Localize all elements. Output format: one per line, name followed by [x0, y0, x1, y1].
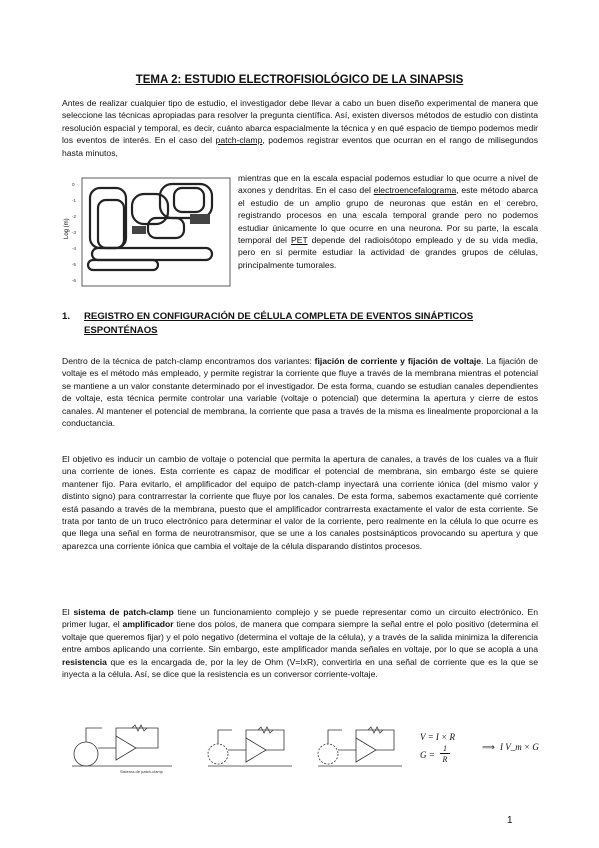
intro-paragraph-continued: mientras que en la escala espacial podemos estudiar lo que ocurre a nivel de axones y dendritas. En el caso del electroencefalograma, este método abarca el estudio de un amplio grupo de neuronas que están en el cerebro, registrando procesos en una escala temporal grande pero no podemos estudiar únicamente lo que ocurre en una neurona. Por su parte, la escala temporal del PET depende del radioisótopo empleado y de su vida media, pero en sí permite estudiar la actividad de grandes grupos de células, principalmente tumorales.	[238, 173, 538, 270]
page-number: 1	[507, 815, 513, 826]
implies-arrow-icon: ⟹	[482, 742, 495, 752]
pet-link: PET	[291, 235, 308, 246]
figure-tick: -4	[72, 246, 77, 251]
spatio-temporal-resolution-figure	[62, 174, 234, 294]
circuit-caption: Sistema de patch-clamp	[120, 769, 163, 774]
paragraph-objective: El objetivo es inducir un cambio de voltaje o potencial que permita la apertura de canales, a través de los cuales va a fluir una corriente de iones. Esta corriente es capaz de modificar el potencial de membrana, sin embargo éste se quiere mantener fijo. Para evitarlo, el amplificador del equipo de patch-clamp inyectará una corriente iónica (del mismo valor y distinto signo) para contrarrestar la corriente que fluye por los canales. De esta forma, sabemos exactamente qué corriente está pasando a través de la membrana, puesto que el amplificador contrarresta exactamente el valor de esta corriente. Se trata por tanto de un truco electrónico para determinar el valor de la corriente, pero realmente en la célula lo que ocurre es que llega una señal en forma de neurotransmisor, que se une a los canales postsinápticos provocando su apertura y que aparezca una corriente iónica que cambia el voltaje de la célula disparando distintos procesos.	[62, 454, 538, 551]
equation-conductance-lhs: G =	[420, 750, 435, 760]
figure-tick: -3	[72, 230, 77, 235]
figure-tick: -1	[72, 198, 77, 203]
intro-paragraph: Antes de realizar cualquier tipo de estudio, el investigador debe llevar a cabo un buen diseño experimental de manera que seleccione las técnicas apropiadas para resolver la pregunta científica. Así, existen diversos métodos de estudio con distinta resolución espacial y temporal, es decir, cuánto abarca espacialmente la técnica y en qué espacio de tiempo podemos medir los eventos de interés. En el caso del patch-clamp, podemos registrar eventos que ocurran en el rango de milisegundos hasta minutos,	[62, 98, 539, 158]
figure-tick: -2	[72, 214, 77, 219]
figure-tick: 0	[72, 182, 75, 187]
circuit-diagram-3	[310, 714, 410, 776]
section-number: 1.	[62, 311, 71, 322]
figure-tick: -5	[72, 262, 77, 267]
paragraph-system: El sistema de patch-clamp tiene un funcionamiento complejo y se puede representar como un circuito electrónico. En primer lugar, el amplificador tiene dos polos, de manera que compara siempre la señal entre el polo positivo (determina el voltaje que queremos fijar) y el polo negativo (determina el voltaje de la célula), y a través de la salida minimiza la diferencia entre ambos aplicando una corriente. Sin embargo, este amplificador manda señales en voltaje, por lo que se acopla a una resistencia que es la encargada de, por la ley de Ohm (V=IxR), convertirla en una señal de corriente que es la que se inyecta a la célula. Así, se dice que la resistencia es un conversor corriente-voltaje.	[62, 607, 538, 680]
equation-current: I V_m × G	[500, 742, 539, 752]
circuit-diagram-1	[62, 714, 182, 776]
paragraph-variants: Dentro de la técnica de patch-clamp encontramos dos variantes: fijación de corriente y fijación de voltaje. La fijación de voltaje es el método más empleado, y permite registrar la corriente que fluye a través de la membrana mientras el potencial se mantiene a un valor constante determinado por el investigador. De esta forma, cuando se estudian canales dependientes de voltaje, esta técnica permite controlar una variable (voltaje o potencial) que determina la apertura y cierre de estos canales. Al mantener el potencial de membrana, la corriente que pasa a través de la misma es linealmente proporcional a la conductancia.	[62, 356, 538, 429]
section-title: REGISTRO EN CONFIGURACIÓN DE CÉLULA COMPLETA DE EVENTOS SINÁPTICOS ESPONTÉNAOS	[84, 311, 474, 336]
equation-fraction-denominator: R	[442, 755, 448, 764]
figure-y-axis-label: Log (m)	[64, 218, 70, 239]
patch-clamp-link: patch-clamp	[215, 135, 263, 146]
figure-tick: -6	[72, 278, 77, 283]
equation-fraction-numerator: 1	[440, 744, 450, 754]
equation-ohm: V = I × R	[420, 732, 455, 742]
eeg-link: electroencefalograma	[373, 185, 457, 196]
ohm-equations	[420, 732, 550, 772]
circuit-diagram-2	[200, 714, 300, 776]
page-title: TEMA 2: ESTUDIO ELECTROFISIOLÓGICO DE LA SINAPSIS	[135, 74, 464, 86]
